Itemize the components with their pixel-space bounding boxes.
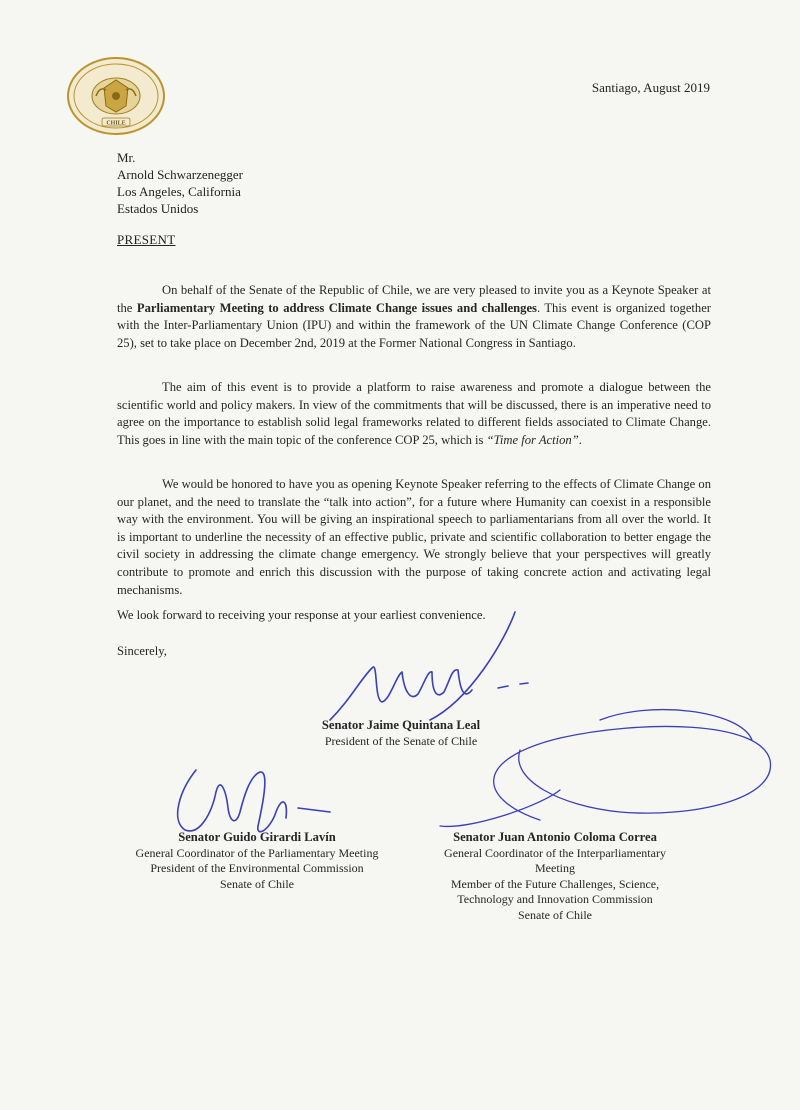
salutation: PRESENT	[117, 232, 176, 247]
signature-block-president	[296, 718, 506, 749]
signatory-role: President of the Senate of Chile	[324, 733, 478, 748]
signatory-role: Meeting	[535, 861, 575, 875]
body-paragraph-2	[117, 379, 711, 449]
p3-text: We would be honored to have you as opening Keynote Speaker referring to the effects of Climate Change on our planet, and the need to translate the “talk into action”, for a future where Humanity can coexist in a responsible way with the environment. You will be giving an inspirational speech to parliamentarians from all over the world. It is important to underline the necessity of an effective public, private and scientific collaboration to better engage the civil society in addressing the climate change emergency. We strongly believe that your perspectives will greatly contribute to promote and enrich this discussion with the purpose of taking concrete action and activating legal mechanisms.	[117, 477, 711, 597]
body-paragraph-3	[117, 476, 711, 599]
svg-text:CHILE: CHILE	[106, 120, 126, 127]
signature-block-coordinator-2	[415, 830, 695, 923]
letter-date: Santiago, August 2019	[591, 80, 710, 95]
recipient-city: Los Angeles, California	[117, 184, 241, 199]
p2-text-a: The aim of this event is to provide a platform to raise awareness and promote a dialogue between the scientific world and policy makers. In view of the commitments that will be discussed, there is an imperative need to agree on the importance to establish solid legal frameworks related to different fields associated to Climate Change. This goes in line with the main topic of the conference COP 25, which is	[117, 380, 711, 447]
signature-girardi	[178, 770, 330, 832]
p1-text-b: . This event is organized together with the Inter-Parliamentary Union (IPU) and within the framework of the UN Climate Change Conference (COP 25), set to take place on December 2nd, 2019 at the Former National Congress in Santiago.	[117, 300, 711, 350]
recipient-title: Mr.	[117, 150, 136, 165]
recipient-address	[117, 149, 243, 217]
signatory-name: Senator Guido Girardi Lavín	[178, 830, 336, 844]
closing-line: We look forward to receiving your response at your earliest convenience.	[117, 608, 486, 622]
conference-theme: “Time for Action”	[486, 432, 579, 447]
body-paragraph-1	[117, 282, 711, 352]
signatory-role: Member of the Future Challenges, Science,	[450, 876, 660, 891]
sign-off: Sincerely,	[117, 644, 167, 658]
p1-text-a: On behalf of the Senate of the Republic of Chile, we are very pleased to invite you as a Keynote Speaker at the	[117, 283, 711, 315]
senate-seal-icon	[66, 56, 166, 136]
signatory-role: President of the Environmental Commission	[150, 861, 364, 875]
signatory-name: Senator Juan Antonio Coloma Correa	[453, 830, 657, 844]
p2-text-b: .	[578, 432, 582, 447]
signatory-role: Technology and Innovation Commission	[457, 892, 653, 906]
signatory-role: General Coordinator of the Interparliamentary	[444, 845, 666, 860]
signature-quintana	[330, 612, 528, 720]
signature-block-coordinator-1	[112, 830, 402, 892]
signatory-role: Senate of Chile	[518, 907, 592, 922]
recipient-country: Estados Unidos	[117, 201, 199, 216]
signatory-role: Senate of Chile	[220, 876, 294, 891]
event-name: Parliamentary Meeting to address Climate Change issues and challenges	[136, 300, 537, 315]
recipient-name: Arnold Schwarzenegger	[117, 167, 243, 182]
signatory-role: General Coordinator of the Parliamentary Meeting	[135, 845, 379, 860]
signatory-name: Senator Jaime Quintana Leal	[321, 718, 481, 732]
